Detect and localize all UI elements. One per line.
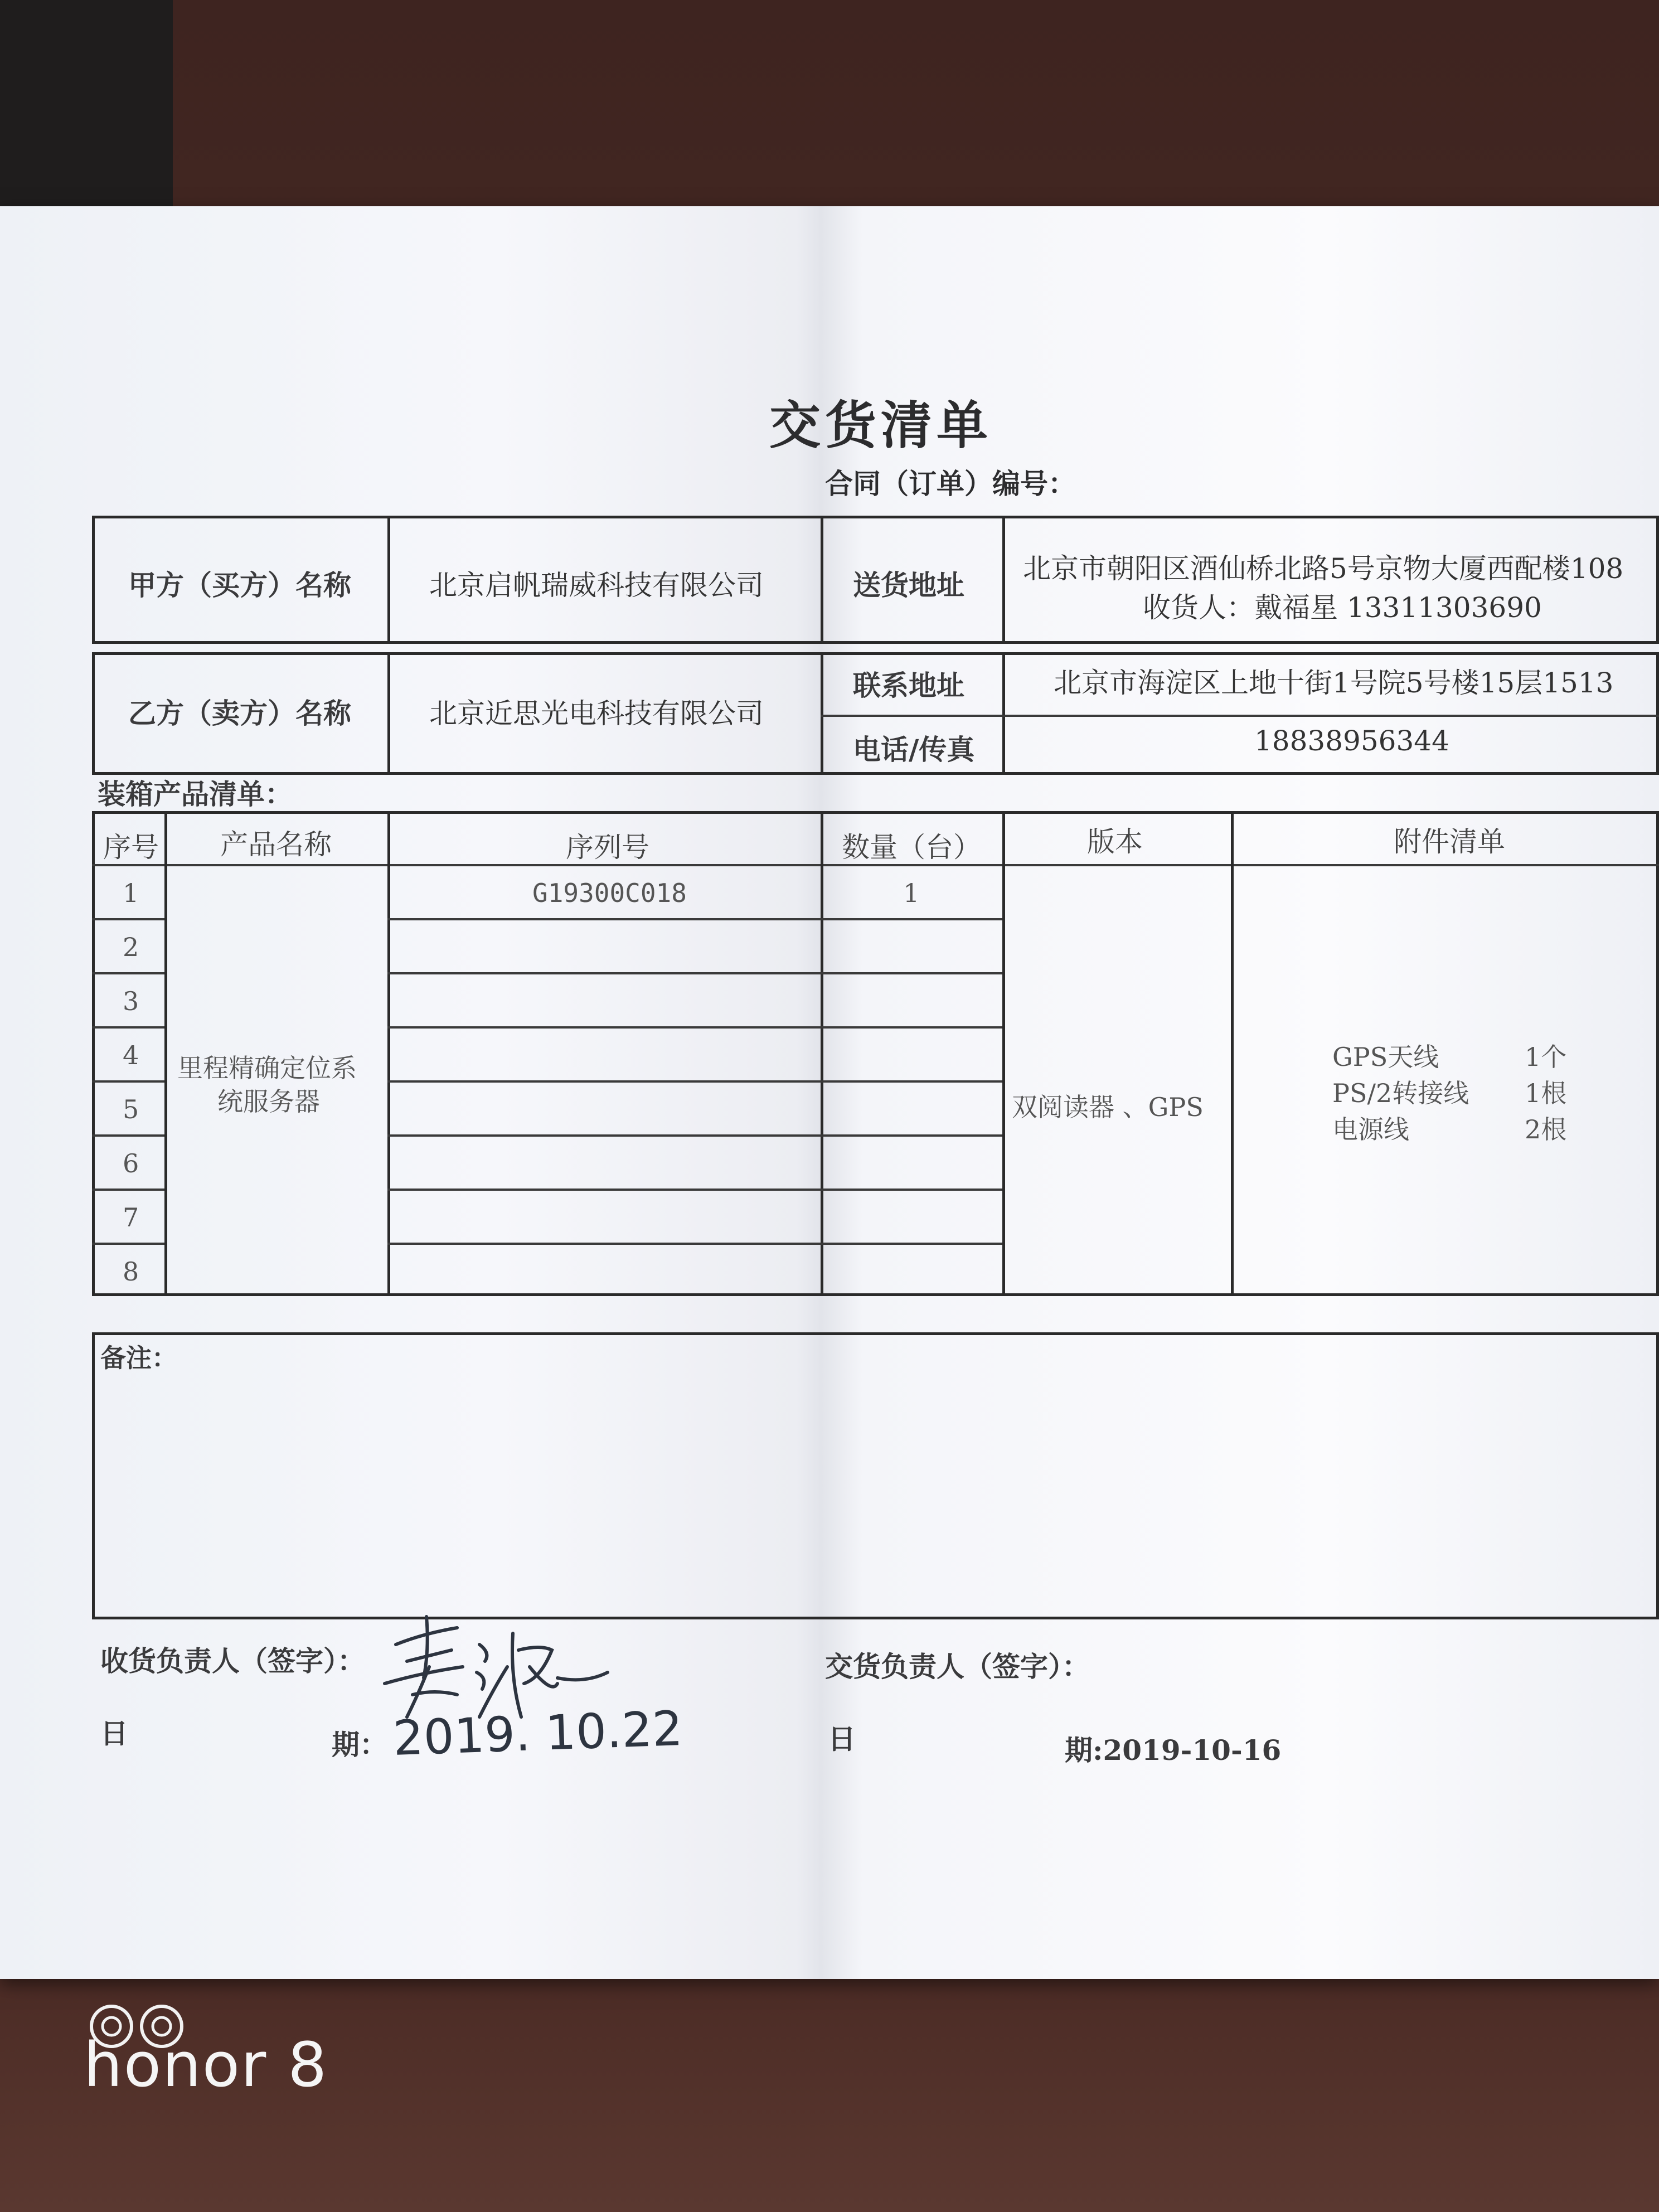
accessory-name: 电源线 — [1332, 1114, 1409, 1144]
phone-number: 18838956344 — [1254, 725, 1449, 757]
contact-address: 北京市海淀区上地十街1号院5号楼15层1513 — [1054, 667, 1614, 699]
remarks-label: 备注： — [100, 1343, 177, 1373]
deliverer-date: 期:2019-10-16 — [1065, 1734, 1282, 1767]
contract-number-label: 合同（订单）编号： — [825, 467, 1076, 500]
deliverer-sign-label: 交货负责人（签字）： — [825, 1650, 1090, 1683]
delivery-address-line1: 北京市朝阳区酒仙桥北路5号京物大厦西配楼108 — [1023, 552, 1624, 585]
row-divider — [92, 1243, 164, 1245]
header-accessories: 附件清单 — [1394, 826, 1505, 858]
divider — [1002, 516, 1005, 644]
divider — [387, 652, 390, 775]
divider — [387, 516, 390, 644]
divider — [1231, 811, 1234, 1296]
party-b-label: 乙方（卖方）名称 — [128, 697, 351, 730]
row-divider — [92, 1189, 164, 1191]
row-divider — [387, 1243, 1002, 1245]
accessory-count: 2根 — [1525, 1114, 1567, 1144]
accessory-count: 1个 — [1525, 1042, 1567, 1072]
version: 双阅读器 、GPS — [1012, 1092, 1204, 1122]
phone-label: 电话/传真 — [853, 733, 975, 766]
product-name-line1: 里程精确定位系 — [177, 1053, 357, 1083]
row-no: 5 — [123, 1094, 139, 1124]
row-no: 8 — [123, 1257, 139, 1287]
party-b-name: 北京近思光电科技有限公司 — [429, 697, 764, 730]
product-name-line2: 统服务器 — [217, 1086, 320, 1117]
receiver-date-label-b: 期： — [332, 1728, 387, 1761]
row-divider — [387, 1026, 1002, 1029]
divider — [821, 715, 1659, 717]
row-divider — [387, 1080, 1002, 1083]
row-no: 7 — [123, 1202, 139, 1233]
party-a-label: 甲方（买方）名称 — [128, 569, 351, 601]
delivery-address-label: 送货地址 — [853, 569, 964, 601]
divider — [1002, 811, 1005, 1296]
receiver-date-label-a: 日 — [100, 1717, 128, 1750]
row-no: 6 — [123, 1148, 139, 1178]
row-divider — [387, 972, 1002, 974]
row-divider — [92, 1080, 164, 1083]
watermark-brand: honor 8 — [84, 2029, 328, 2101]
row-divider — [387, 918, 1002, 920]
divider — [387, 811, 390, 1296]
header-no: 序号 — [103, 831, 159, 864]
receiver-date: 2019. 10.22 — [392, 1700, 684, 1767]
accessory-name: GPS天线 — [1332, 1042, 1439, 1072]
row-divider — [92, 1134, 164, 1137]
header-version: 版本 — [1087, 826, 1143, 858]
row-no: 4 — [123, 1040, 139, 1070]
quantity: 1 — [903, 878, 920, 908]
contact-address-label: 联系地址 — [853, 669, 964, 702]
packing-list-label: 装箱产品清单： — [98, 778, 293, 811]
header-product: 产品名称 — [220, 828, 332, 861]
divider — [821, 516, 823, 644]
header-serial: 序列号 — [566, 831, 649, 864]
delivery-document — [0, 206, 1659, 1979]
page-title: 交货清单 — [769, 395, 993, 455]
accessory-count: 1根 — [1525, 1078, 1567, 1108]
serial-number: G19300C018 — [532, 878, 687, 908]
remarks-box — [92, 1332, 1659, 1619]
row-divider — [92, 918, 164, 920]
row-divider — [92, 972, 164, 974]
row-no: 3 — [123, 986, 139, 1016]
row-divider — [92, 1026, 164, 1029]
header-qty: 数量（台） — [842, 831, 981, 864]
divider — [1002, 652, 1005, 775]
delivery-receiver-line: 收货人：戴福星 13311303690 — [1143, 591, 1542, 624]
divider — [821, 811, 823, 1296]
deliverer-date-label-a: 日 — [828, 1723, 856, 1755]
accessory-name: PS/2转接线 — [1332, 1078, 1469, 1108]
party-a-name: 北京启帆瑞威科技有限公司 — [429, 569, 764, 601]
row-divider — [387, 1189, 1002, 1191]
divider — [821, 652, 823, 775]
row-no: 2 — [123, 932, 139, 962]
row-divider — [387, 1134, 1002, 1137]
row-no: 1 — [123, 878, 139, 908]
receiver-sign-label: 收货负责人（签字）： — [100, 1645, 365, 1677]
divider — [164, 811, 167, 1296]
